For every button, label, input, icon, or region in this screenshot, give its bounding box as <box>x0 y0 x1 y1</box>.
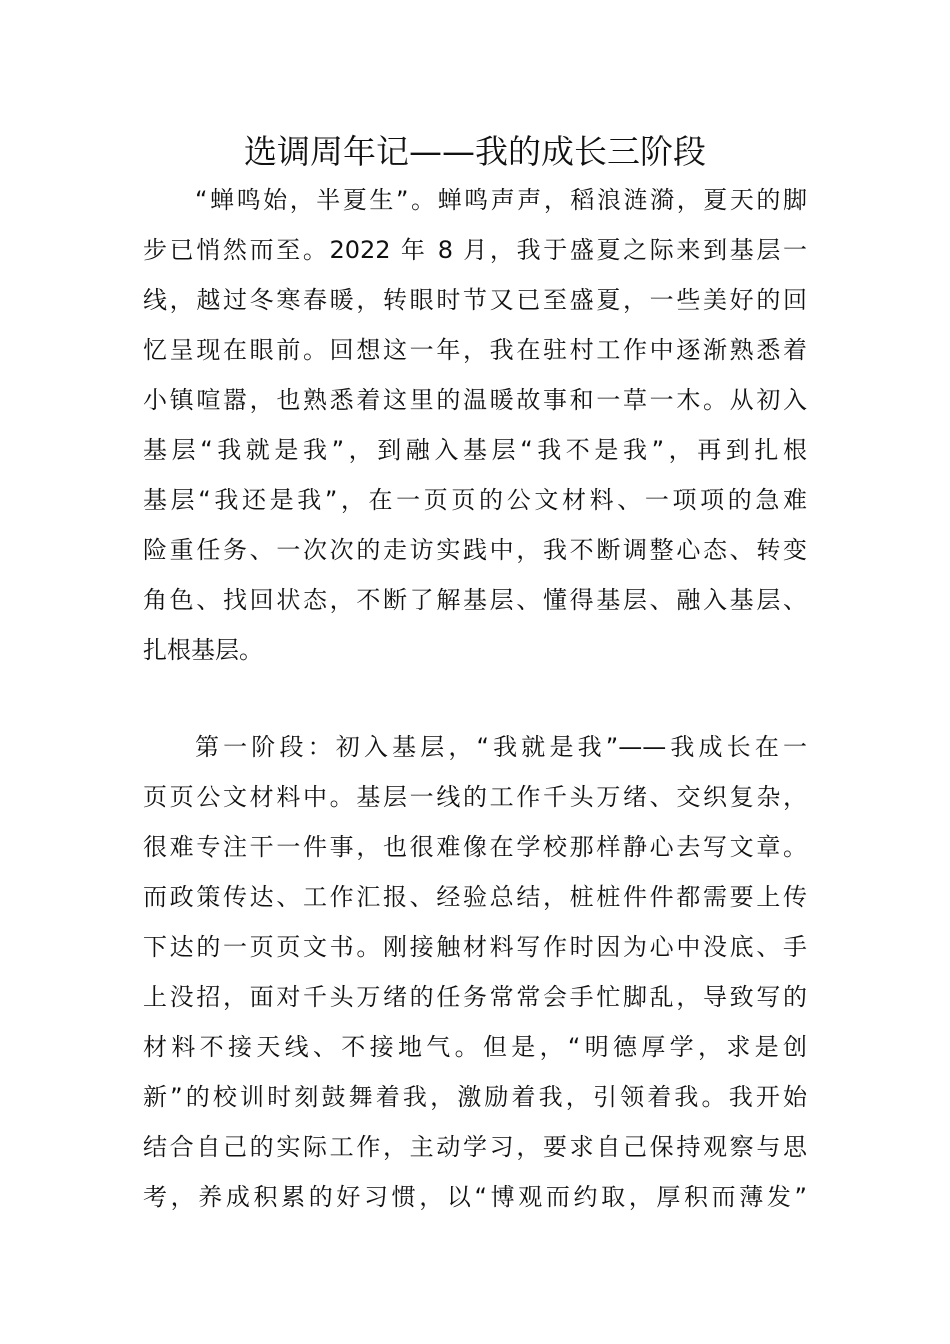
paragraph-line: 扎根基层。 <box>143 636 263 664</box>
paragraph-line: 页页公文材料中。基层一线的工作千头万绪、交织复杂， <box>143 783 807 811</box>
paragraph-line: 材料不接天线、不接地气。但是，“明德厚学，求是创 <box>143 1033 807 1061</box>
paragraph-line: 小镇喧嚣，也熟悉着这里的温暖故事和一草一木。从初入 <box>143 386 807 414</box>
paragraph-line: 第一阶段：初入基层，“我就是我”——我成长在一 <box>195 733 807 761</box>
paragraph-line: 上没招，面对千头万绪的任务常常会手忙脚乱，导致写的 <box>143 983 807 1011</box>
paragraph-line: 基层“我就是我”，到融入基层“我不是我”，再到扎根 <box>143 436 807 464</box>
paragraph-line: 基层“我还是我”，在一页页的公文材料、一项项的急难 <box>143 486 807 514</box>
paragraph-line: 很难专注干一件事，也很难像在学校那样静心去写文章。 <box>143 833 807 861</box>
paragraph-line: 新”的校训时刻鼓舞着我，激励着我，引领着我。我开始 <box>143 1083 807 1111</box>
paragraph-line: 忆呈现在眼前。回想这一年，我在驻村工作中逐渐熟悉着 <box>143 336 807 364</box>
paragraph-line: 结合自己的实际工作，主动学习，要求自己保持观察与思 <box>143 1133 807 1161</box>
document-title: 选调周年记——我的成长三阶段 <box>244 132 706 171</box>
paragraph-line: 考，养成积累的好习惯，以“博观而约取，厚积而薄发” <box>143 1183 807 1211</box>
paragraph-line: 而政策传达、工作汇报、经验总结，桩桩件件都需要上传 <box>143 883 807 911</box>
paragraph-line: 下达的一页页文书。刚接触材料写作时因为心中没底、手 <box>143 933 807 961</box>
paragraph-line: 险重任务、一次次的走访实践中，我不断调整心态、转变 <box>143 536 807 564</box>
paragraph-line: 步已悄然而至。2022 年 8 月，我于盛夏之际来到基层一 <box>143 236 807 264</box>
paragraph-line: 线，越过冬寒春暖，转眼时节又已至盛夏，一些美好的回 <box>143 286 807 314</box>
paragraph-line: “蝉鸣始，半夏生”。蝉鸣声声，稻浪涟漪，夏天的脚 <box>195 186 807 214</box>
paragraph-line: 角色、找回状态，不断了解基层、懂得基层、融入基层、 <box>143 586 807 614</box>
